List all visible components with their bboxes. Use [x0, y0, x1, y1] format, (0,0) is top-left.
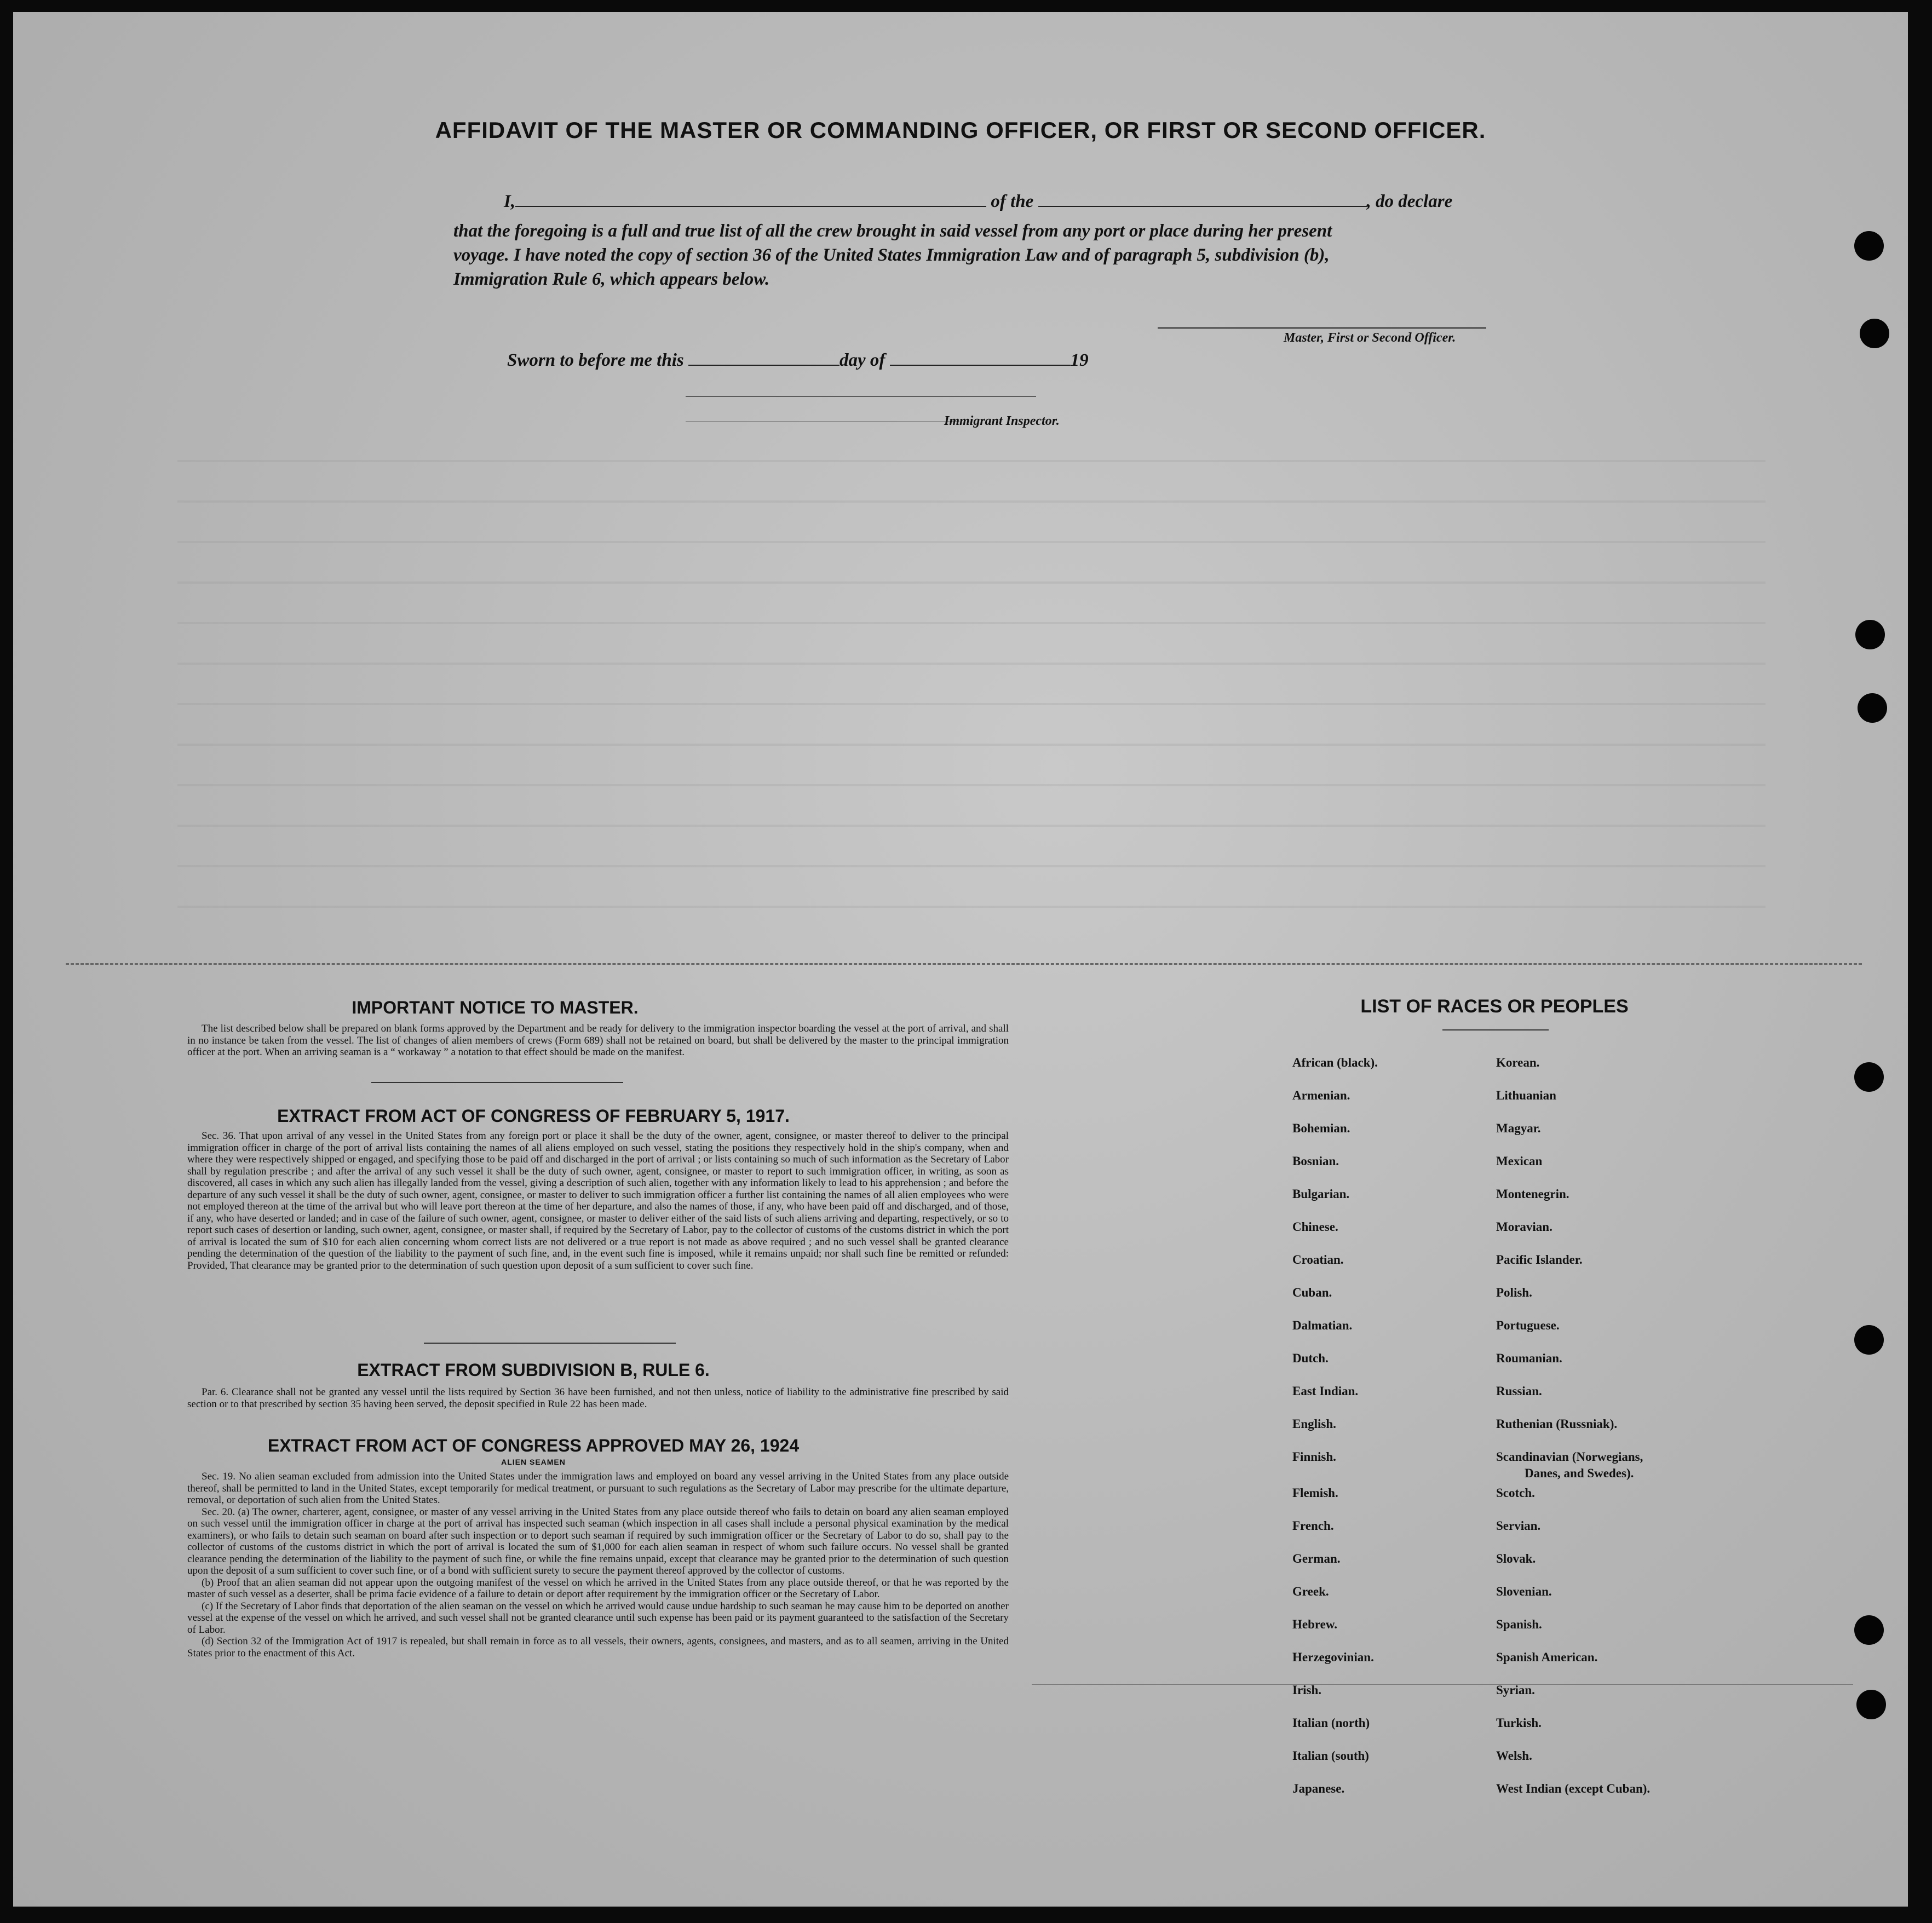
- extract-1917-paragraph: Sec. 36. That upon arrival of any vessel in the United States from any foreign port or place it shall be the duty of the owner, agent, consignee, or master thereof to deliver to the principal immigration officer in charge of the port of arrival lists containing the names of all aliens employed on such vessel, stating the positions they respectively hold in the ship's company, when and where they were respectively shipped or engaged, and specifying those to be paid off and discharged in the port of arrival ; or lists containing so much of such information as the Secretary of Labor shall by regulation prescribe ; and after the arrival of any such vessel it shall be the duty of such owner, agent, consignee, or master to report to such immigration officer, in writing, as soon as discovered, all cases in which any such alien has illegally landed from the vessel, giving a description of such alien, together with any information likely to lead to his apprehension ; and before the departure of any such vessel it shall be the duty of such owner, agent, consignee, or master to deliver to such immigration officer a further list containing the names of all alien employees who were not employed thereon at the time of the arrival but who will leave port thereon at the time of her departure, and also the names of those, if any, who have been paid off and discharged, and of those, if any, who have deserted or landed; and in case of the failure of such owner, agent, consignee, or master to deliver either of the said lists of such aliens arriving and departing, respectively, or so to report such cases of desertion or landing, such owner, agent, consignee, or master shall, if required by the Secretary of Labor, pay to the collector of customs of the customs district in which the port of arrival is located the sum of $10 for each alien concerning whom correct lists are not delivered or a true report is not made as above required ; and no such vessel shall be granted clearance pending the determination of the question of the liability to the payment of such fine, and, in the event such fine is imposed, while it remains unpaid; nor shall such fine be remitted or refunded: Provided, That clearance may be granted prior to the determination of such question upon deposit of a sum sufficient to cover such fine.: [187, 1130, 1009, 1271]
- race-right: Korean.: [1496, 1056, 1540, 1069]
- subdivision-paragraph: Par. 6. Clearance shall not be granted any vessel until the lists required by Section 36 have been furnished, and not then unless, notice of liability to the administrative fine prescribed by said section or to that prescribed by section 35 having been served, the deposit specified in Rule 22 has been made.: [187, 1386, 1009, 1410]
- race-left: English.: [1292, 1417, 1336, 1431]
- race-left: Croatian.: [1292, 1253, 1344, 1266]
- race-right: Ruthenian (Russniak).: [1496, 1417, 1618, 1431]
- race-left: Italian (north): [1292, 1716, 1370, 1730]
- race-left: Bohemian.: [1292, 1121, 1350, 1135]
- extract-1917-rule: [424, 1343, 676, 1344]
- affidavit-line1-mid: of the: [991, 192, 1034, 211]
- document-page: [13, 12, 1908, 1907]
- sec-19-paragraph: Sec. 19. No alien seaman excluded from admission into the United States under the immigration laws and employed on board any vessel arriving in the United States from any place outside thereof, shall be permitted to land in the United States, except temporarily for medical treatment, or pursuant to such regulations as the Secretary of Labor may prescribe for the ultimate departure, removal, or deportation of such alien from the United States.: [187, 1471, 1009, 1506]
- race-left: Dutch.: [1292, 1351, 1329, 1365]
- sec-20a-paragraph: Sec. 20. (a) The owner, charterer, agent, consignee, or master of any vessel arriving in the United States from any place outside thereof who fails to detain on board any alien seaman employed on such vessel until the immigration officer in charge at the port of arrival has inspected such seaman (which inspection in all cases shall include a personal physical examination by the medical examiners), or who fails to detain such seaman on board after such inspection or to deport such seaman if required by such immigration officer or the Secretary of Labor to do so, shall pay to the collector of customs of the customs district in which the port of arrival is located the sum of $1,000 for each alien seaman in respect of whom such failure occurs. No vessel shall be granted clearance pending the determination of the liability to the payment of such fine, or while the fine remains unpaid, except that clearance may be granted prior to the determination of such question upon the deposit of a sum sufficient to cover such fine, or of a bond with sufficient surety to secure the payment thereof approved by the collector of customs.: [187, 1506, 1009, 1576]
- race-right: Syrian.: [1496, 1683, 1535, 1697]
- bottom-rule: [1032, 1684, 1853, 1685]
- extract-1924-title: EXTRACT FROM ACT OF CONGRESS APPROVED MAY 26, 1924: [267, 1436, 800, 1455]
- master-signature-line[interactable]: [1158, 327, 1486, 329]
- extract-1917-title: EXTRACT FROM ACT OF CONGRESS OF FEBRUARY 5, 1917.: [277, 1106, 790, 1126]
- master-label: Master, First or Second Officer.: [1284, 331, 1456, 345]
- race-right: Polish.: [1496, 1286, 1532, 1299]
- race-right: Russian.: [1496, 1384, 1542, 1398]
- notice-text: [187, 1023, 1009, 1058]
- punch-hole: [1854, 1062, 1884, 1092]
- race-right: Montenegrin.: [1496, 1187, 1569, 1201]
- race-left: Greek.: [1292, 1585, 1329, 1598]
- sworn-year: 19: [1070, 350, 1089, 370]
- extract-1924-text: [187, 1471, 1009, 1659]
- punch-hole: [1854, 231, 1884, 261]
- affidavit-line-4: Immigration Rule 6, which appears below.: [453, 269, 770, 289]
- vessel-blank[interactable]: [1038, 206, 1367, 207]
- race-right: Slovak.: [1496, 1552, 1536, 1565]
- race-left: Finnish.: [1292, 1450, 1336, 1464]
- race-left: French.: [1292, 1519, 1334, 1533]
- race-left: Bosnian.: [1292, 1154, 1339, 1168]
- punch-hole: [1856, 1690, 1886, 1719]
- extract-1917-text: [187, 1130, 1009, 1271]
- race-left: Cuban.: [1292, 1286, 1332, 1299]
- race-left: Irish.: [1292, 1683, 1322, 1697]
- sworn-day-blank[interactable]: [688, 365, 840, 366]
- race-left: Bulgarian.: [1292, 1187, 1350, 1201]
- sec-20d-paragraph: (d) Section 32 of the Immigration Act of 1917 is repealed, but shall remain in force as to all vessels, their owners, agents, consignees, and masters, and as to all seamen, arriving in the United States prior to the enactment of this Act.: [187, 1636, 1009, 1659]
- race-right: Welsh.: [1496, 1749, 1532, 1763]
- race-left: Italian (south): [1292, 1749, 1369, 1763]
- inspector-signature-line-top[interactable]: [686, 396, 1036, 397]
- section-divider: [66, 963, 1862, 965]
- race-left: German.: [1292, 1552, 1341, 1565]
- punch-hole: [1855, 620, 1885, 649]
- race-right: Spanish.: [1496, 1617, 1542, 1631]
- race-right: Scandinavian (Norwegians,: [1496, 1450, 1643, 1464]
- race-right: Spanish American.: [1496, 1650, 1598, 1664]
- race-right: Servian.: [1496, 1519, 1541, 1533]
- race-right: Scotch.: [1496, 1486, 1535, 1500]
- sworn-start: Sworn to before me this: [507, 350, 684, 370]
- race-right: West Indian (except Cuban).: [1496, 1782, 1651, 1795]
- punch-hole: [1860, 319, 1889, 348]
- race-right: Roumanian.: [1496, 1351, 1562, 1365]
- race-left: Hebrew.: [1292, 1617, 1337, 1631]
- race-right: Moravian.: [1496, 1220, 1553, 1234]
- sec-20c-paragraph: (c) If the Secretary of Labor finds that deportation of the alien seaman on the vessel on which he arrived would cause undue hardship to such seaman he may cause him to be deported on another vessel at the expense of the vessel on which he arrived, and such vessel shall not be granted clearance until such expense has been paid or its payment guaranteed to the satisfaction of the Secretary of Labor.: [187, 1600, 1009, 1636]
- race-left: Dalmatian.: [1292, 1319, 1353, 1332]
- affidavit-line1-end: , do declare: [1366, 192, 1453, 211]
- notice-title: IMPORTANT NOTICE TO MASTER.: [352, 998, 639, 1017]
- affidavit-title: AFFIDAVIT OF THE MASTER OR COMMANDING OFFICER, OR FIRST OR SECOND OFFICER.: [435, 117, 1486, 143]
- sworn-month-blank[interactable]: [890, 365, 1071, 366]
- bleed-through-columns: [177, 428, 1766, 921]
- race-right: Magyar.: [1496, 1121, 1541, 1135]
- race-left: Armenian.: [1292, 1089, 1350, 1102]
- affidavit-line-1: [504, 192, 1452, 212]
- affidavit-line-2: that the foregoing is a full and true list of all the crew brought in said vessel from any port or place during her present: [453, 221, 1332, 241]
- races-title: LIST OF RACES OR PEOPLES: [1360, 996, 1629, 1017]
- race-left: Japanese.: [1292, 1782, 1345, 1795]
- sworn-line: [507, 350, 1089, 371]
- race-left: Chinese.: [1292, 1220, 1338, 1234]
- notice-paragraph: The list described below shall be prepared on blank forms approved by the Department and be ready for delivery to the immigration inspector boarding the vessel at the port of arrival, and shall in no instance be taken from the vessel. The list of changes of alien members of crews (Form 689) shall not be retained on board, but shall be delivered by the master to the principal immigration officer at the port. When an arriving seaman is a “ workaway ” a notation to that effect should be made on the manifest.: [187, 1023, 1009, 1058]
- punch-hole: [1854, 1325, 1884, 1355]
- race-left: Herzegovinian.: [1292, 1650, 1374, 1664]
- race-right-continued: Danes, and Swedes).: [1525, 1466, 1634, 1480]
- notice-rule: [371, 1082, 623, 1083]
- race-right: Turkish.: [1496, 1716, 1542, 1730]
- race-right: Slovenian.: [1496, 1585, 1552, 1598]
- race-left: East Indian.: [1292, 1384, 1359, 1398]
- punch-hole: [1854, 1615, 1884, 1645]
- race-right: Pacific Islander.: [1496, 1253, 1583, 1266]
- race-right: Mexican: [1496, 1154, 1543, 1168]
- race-right: Lithuanian: [1496, 1089, 1556, 1102]
- inspector-label: Immigrant Inspector.: [944, 414, 1060, 428]
- name-blank[interactable]: [515, 206, 986, 207]
- sec-20b-paragraph: (b) Proof that an alien seaman did not appear upon the outgoing manifest of the vessel on which he arrived in the United States from any place outside thereof, or that he was reported by the master of such vessel as a deserter, shall be prima facie evidence of a failure to detain or deport after requirement by the immigration officer or the Secretary of Labor.: [187, 1576, 1009, 1600]
- race-left: Flemish.: [1292, 1486, 1338, 1500]
- subdivision-title: EXTRACT FROM SUBDIVISION B, RULE 6.: [357, 1360, 710, 1380]
- punch-hole: [1858, 693, 1887, 723]
- race-right: Portuguese.: [1496, 1319, 1560, 1332]
- affidavit-line-3: voyage. I have noted the copy of section 36 of the United States Immigration Law and of paragraph 5, subdivision (b),: [453, 245, 1330, 265]
- extract-1924-subtitle: ALIEN SEAMEN: [501, 1458, 566, 1466]
- affidavit-line1-start: I,: [504, 192, 516, 211]
- sworn-mid: day of: [839, 350, 886, 370]
- races-title-rule: [1442, 1029, 1549, 1030]
- subdivision-text: [187, 1386, 1009, 1410]
- race-left: African (black).: [1292, 1056, 1378, 1069]
